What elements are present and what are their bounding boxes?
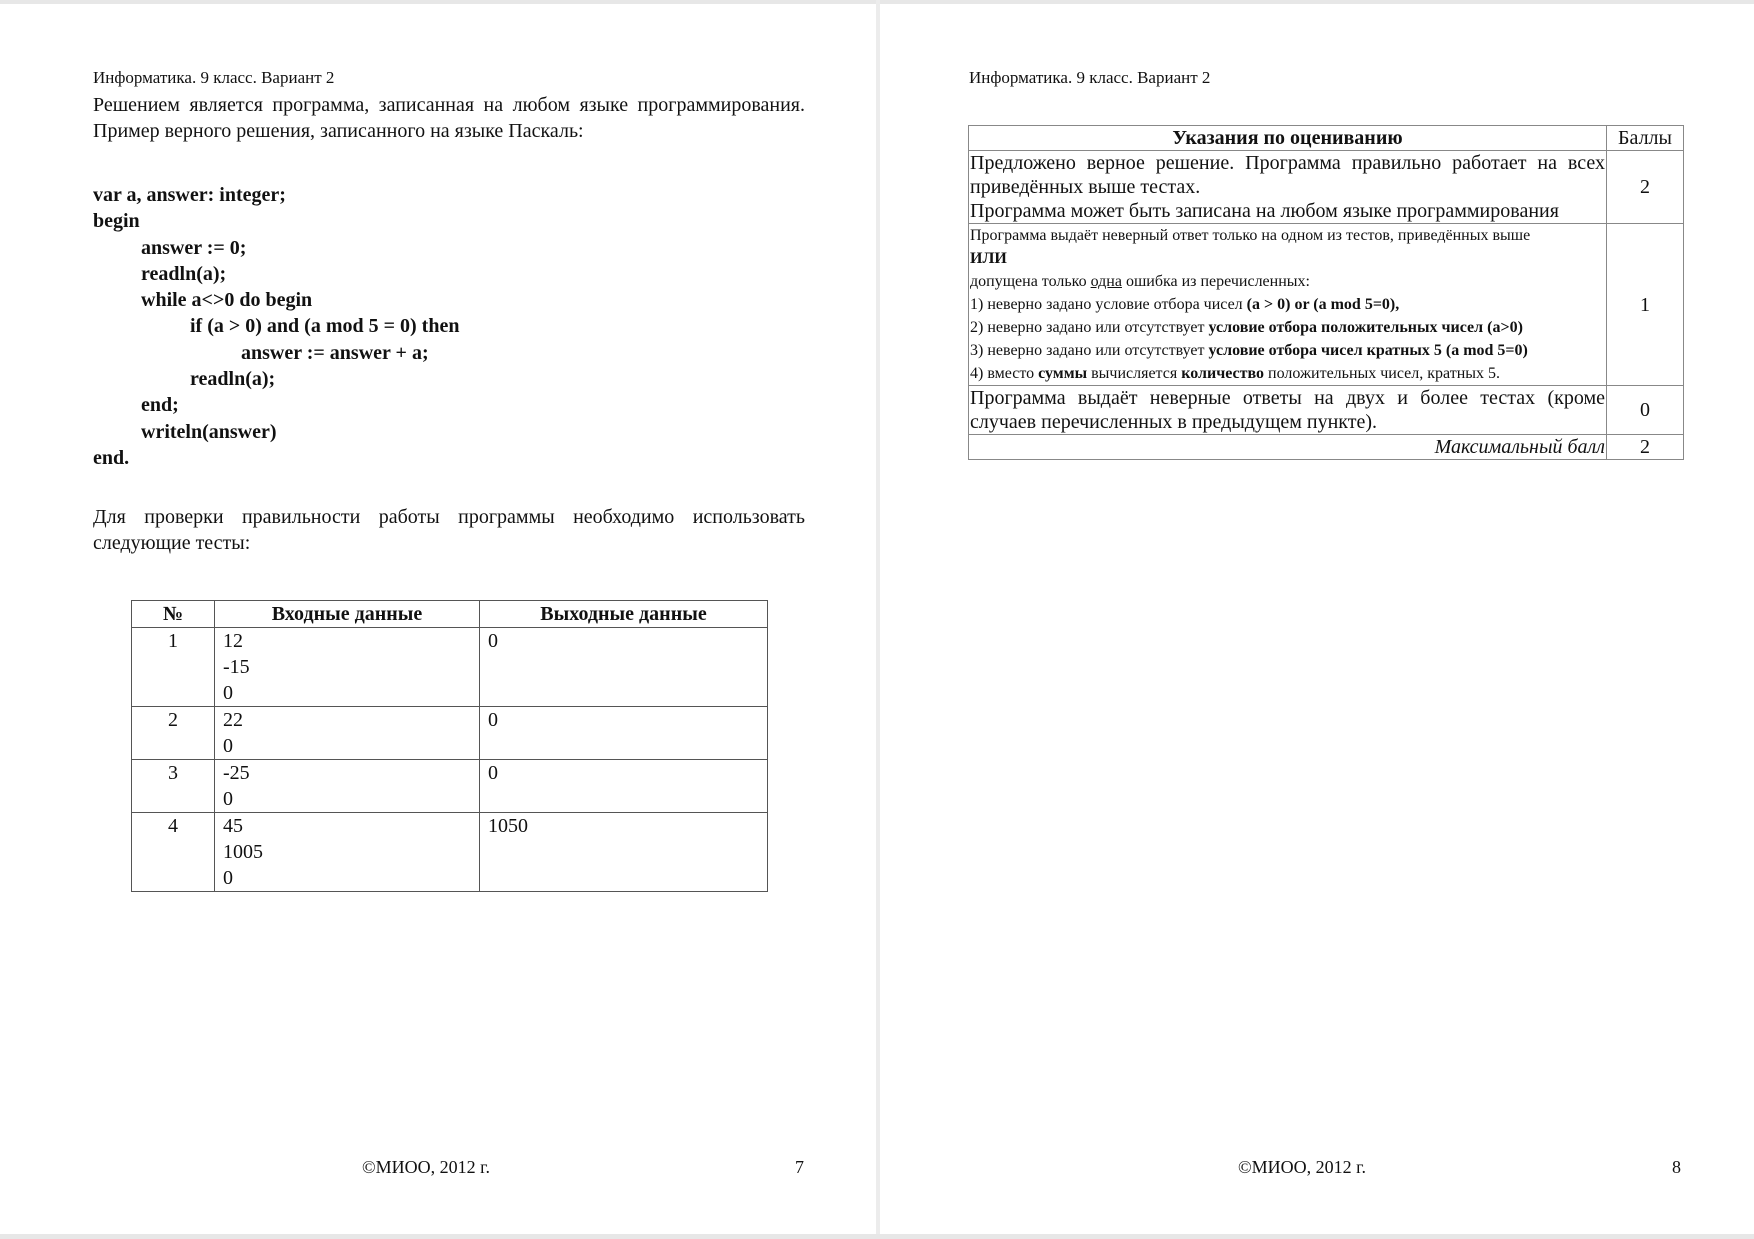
code-line: if (a > 0) and (a mod 5 = 0) then	[190, 315, 460, 338]
code-line: end;	[141, 394, 179, 417]
pascal-code	[93, 182, 459, 471]
solution-intro: Решением является программа, записанная на любом языке программирования. Пример верного решения, записанного на языке Паскаль:	[93, 94, 805, 142]
col-header-points: Баллы	[1607, 126, 1684, 151]
test-input: 12 -15 0	[215, 628, 480, 707]
max-score-label: Максимальный балл	[969, 435, 1607, 460]
table-row	[132, 760, 768, 813]
test-number: 1	[132, 628, 215, 707]
col-header-input: Входные данные	[215, 601, 480, 628]
col-header-number: №	[132, 601, 215, 628]
test-number: 2	[132, 707, 215, 760]
max-score-value: 2	[1607, 435, 1684, 460]
table-row	[969, 386, 1684, 435]
code-line: while a<>0 do begin	[141, 289, 313, 312]
grading-header-row	[969, 126, 1684, 151]
page-8	[880, 4, 1754, 1234]
criterion-text: Программа выдаёт неверный ответ только на одном из тестов, приведённых выше ИЛИ допущена только одна ошибка из перечисленных: 1) неверно задано условие отбора чисел (a > 0) or (a mod 5=0), 2) неверно задано или отсутствует условие отбора положительных чисел (a>0) 3) неверно задано или отсутствует условие отбора чисел кратных 5 (a mod 5=0) 4) вместо суммы вычисляется количество положительных чисел, кратных 5.	[969, 224, 1607, 386]
criterion-text	[969, 151, 1607, 224]
max-score-row	[969, 435, 1684, 460]
table-row	[132, 628, 768, 707]
criterion-line: Предложено верное решение. Программа правильно работает на всех приведённых выше тестах.	[970, 152, 1605, 198]
page-number: 8	[1672, 1157, 1681, 1177]
page-number: 7	[795, 1157, 804, 1177]
page-header: Информатика. 9 класс. Вариант 2	[93, 68, 335, 87]
criterion-line: Программа может быть записана на любом языке программирования	[970, 200, 1559, 222]
test-number: 3	[132, 760, 215, 813]
code-line: begin	[93, 210, 140, 233]
criterion-points: 2	[1607, 151, 1684, 224]
test-input: 45 1005 0	[215, 813, 480, 892]
grading-table	[968, 125, 1684, 460]
code-line: writeln(answer)	[141, 420, 277, 443]
test-number: 4	[132, 813, 215, 892]
code-line: answer := answer + a;	[241, 341, 429, 364]
table-row	[132, 707, 768, 760]
col-header-output: Выходные данные	[480, 601, 768, 628]
code-line: var a, answer: integer;	[93, 184, 286, 206]
table-row	[132, 813, 768, 892]
test-output: 0	[480, 760, 768, 813]
tests-table	[131, 600, 768, 892]
page-7	[0, 4, 876, 1234]
page-header: Информатика. 9 класс. Вариант 2	[969, 68, 1211, 87]
code-line: end.	[93, 446, 130, 469]
test-input: -25 0	[215, 760, 480, 813]
code-line: readln(a);	[190, 368, 276, 391]
footer-copyright: ©МИОО, 2012 г.	[362, 1157, 491, 1177]
criterion-text: Программа выдаёт неверные ответы на двух и более тестах (кроме случаев перечисленных в предыдущем пункте).	[970, 387, 1605, 433]
test-output: 0	[480, 628, 768, 707]
footer-copyright: ©МИОО, 2012 г.	[1238, 1157, 1367, 1177]
test-input: 22 0	[215, 707, 480, 760]
test-output: 0	[480, 707, 768, 760]
viewer-bottom-border	[0, 1234, 1754, 1239]
tests-intro: Для проверки правильности работы программы необходимо использовать следующие тесты:	[93, 506, 805, 554]
table-row	[969, 224, 1684, 386]
col-header-instructions: Указания по оцениванию	[969, 126, 1607, 151]
table-row	[969, 151, 1684, 224]
criterion-points: 1	[1607, 224, 1684, 386]
criterion-points: 0	[1607, 386, 1684, 435]
code-line: readln(a);	[141, 262, 227, 285]
test-output: 1050	[480, 813, 768, 892]
tests-header-row	[132, 601, 768, 628]
code-line: answer := 0;	[141, 236, 247, 259]
